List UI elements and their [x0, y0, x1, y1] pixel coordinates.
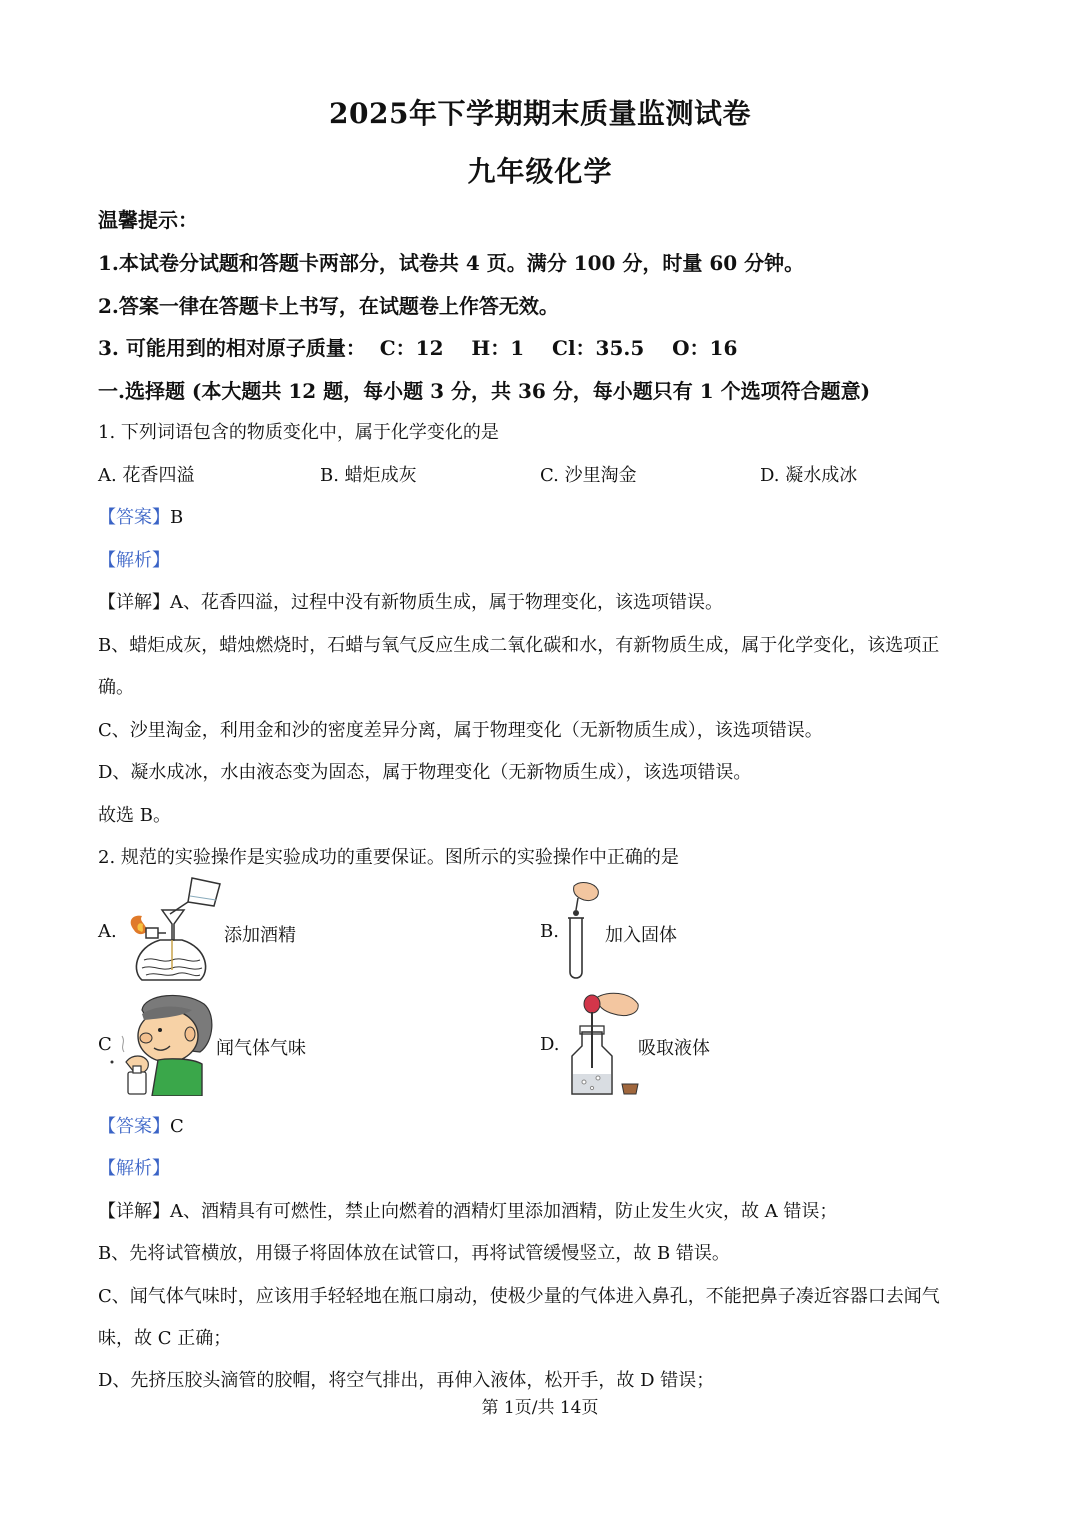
q1-answer [98, 503, 183, 529]
q1-option-d: D. 凝水成冰 [760, 465, 858, 486]
q1-detail-line: B、蜡炬成灰，蜡烛燃烧时，石蜡与氧气反应生成二氧化碳和水，有新物质生成，属于化学变化，该选项正 [98, 635, 940, 656]
q2-analysis-tag: 【解析】 [98, 1158, 170, 1179]
q1-option-b: B. 蜡炬成灰 [320, 465, 417, 486]
q1-detail-line: 【详解】A、花香四溢，过程中没有新物质生成，属于物理变化，该选项错误。 [98, 592, 723, 613]
q1-option-a: A. 花香四溢 [98, 465, 195, 486]
q2-detail-line: C、闻气体气味时，应该用手轻轻地在瓶口扇动，使极少量的气体进入鼻孔，不能把鼻子凑近容器口去闻气 [98, 1286, 940, 1307]
alcohol-lamp-icon [122, 874, 226, 988]
page-footer: 第 1页/共 14页 [481, 1398, 599, 1418]
answer-value: B [170, 507, 184, 528]
q1-stem: 1. 下列词语包含的物质变化中，属于化学变化的是 [98, 422, 499, 443]
q1-detail-line: D、凝水成冰，水由液态变为固态，属于物理变化（无新物质生成），该选项错误。 [98, 762, 752, 783]
answer-tag: 【答案】 [98, 1116, 170, 1137]
q2-detail-line: 【详解】A、酒精具有可燃性，禁止向燃着的酒精灯里添加酒精，防止发生火灾，故 A 错误； [98, 1201, 838, 1222]
q2-option-a-label: 添加酒精 [224, 925, 296, 946]
q2-stem: 2. 规范的实验操作是实验成功的重要保证。图所示的实验操作中正确的是 [98, 847, 679, 868]
q2-detail-line: 味，故 C 正确； [98, 1328, 232, 1349]
q2-option-d-letter: D. [540, 1034, 560, 1055]
q2-answer [98, 1112, 184, 1138]
boy-smelling-icon [104, 992, 216, 1096]
q2-option-b-label: 加入固体 [605, 925, 677, 946]
q2-option-c-letter: C [98, 1034, 112, 1055]
q1-detail-line: 故选 B。 [98, 805, 171, 826]
q2-option-b-letter: B. [540, 921, 559, 942]
q1-analysis-tag: 【解析】 [98, 550, 170, 571]
section-heading: 一.选择题 (本大题共 12 题，每小题 3 分，共 36 分，每小题只有 1 个选项符合题意) [98, 379, 871, 403]
notice-item-3: 3. 可能用到的相对原子质量： C：12 H：1 Cl：35.5 O：16 [98, 336, 738, 360]
q2-option-c-label: 闻气体气味 [216, 1038, 306, 1059]
dropper-bottle-icon [564, 990, 644, 1098]
q2-detail-line: B、先将试管横放，用镊子将固体放在试管口，再将试管缓慢竖立，故 B 错误。 [98, 1243, 730, 1264]
q2-option-d-label: 吸取液体 [638, 1038, 710, 1059]
notice-heading: 温馨提示： [98, 208, 198, 232]
answer-value: C [170, 1116, 184, 1137]
page-title: 2025年下学期期末质量监测试卷 [329, 97, 751, 130]
q2-detail-line: D、先挤压胶头滴管的胶帽，将空气排出，再伸入液体，松开手，故 D 错误； [98, 1370, 715, 1391]
answer-tag: 【答案】 [98, 507, 170, 528]
page-subtitle: 九年级化学 [467, 155, 613, 188]
q1-option-c: C. 沙里淘金 [540, 465, 637, 486]
notice-item-2: 2.答案一律在答题卡上书写，在试题卷上作答无效。 [98, 294, 559, 318]
q1-detail-line: C、沙里淘金，利用金和沙的密度差异分离，属于物理变化（无新物质生成），该选项错误。 [98, 720, 823, 741]
q2-option-a-letter: A. [98, 921, 117, 942]
q1-detail-line: 确。 [98, 677, 134, 698]
notice-item-1: 1.本试卷分试题和答题卡两部分，试卷共 4 页。满分 100 分，时量 60 分钟。 [98, 251, 805, 275]
test-tube-icon [560, 880, 604, 982]
